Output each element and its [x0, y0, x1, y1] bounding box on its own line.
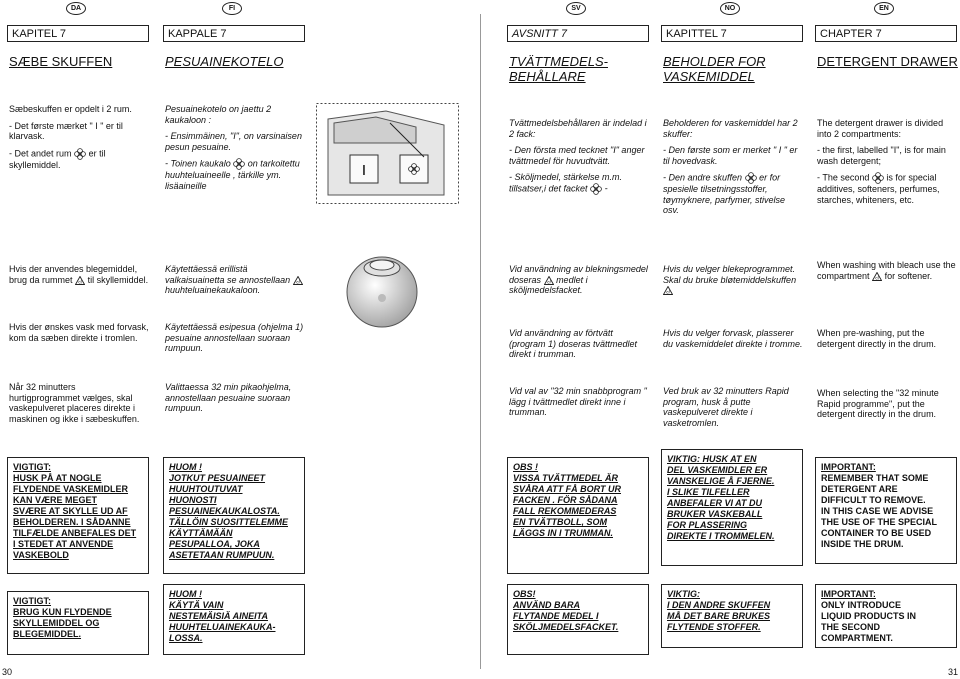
box-line: HUOM !	[169, 589, 202, 599]
box-line: SVÅRA ATT FÅ BORT UR	[513, 484, 621, 494]
box-line: DETERGENT ARE	[821, 484, 898, 494]
lang-badge-en: EN	[874, 2, 894, 15]
box-line: KÄYTÄ VAIN	[169, 600, 224, 610]
bleach-b-fi: huuhteluainekaukaloon.	[165, 285, 261, 295]
box-line: MÅ DET BARE BRUKES	[667, 611, 771, 621]
box-line: PESUAINEKAUKALOSTA.	[169, 506, 280, 516]
box-line: PESUPALLOA, JOKA	[169, 539, 260, 549]
bleach-note-no	[663, 264, 803, 296]
rapid-note-no: Ved bruk av 32 minutters Rapid program, husk å putte vaskepulveret direkte i vasketromlen.	[663, 386, 789, 428]
box-line: I SLIKE TILFELLER	[667, 487, 750, 497]
chapter-heading-da: KAPITEL 7	[7, 25, 149, 42]
box-line: IN THIS CASE WE ADVISE	[821, 506, 934, 516]
section-title-fi: PESUAINEKOTELO	[165, 54, 284, 69]
box-line: FLYDENDE VASKEMIDLER	[13, 484, 129, 494]
box-line: NESTEMÄISIÄ AINEITA	[169, 611, 269, 621]
box-line: DIFFICULT TO REMOVE.	[821, 495, 926, 505]
flower-icon	[590, 183, 602, 195]
item2a-da: - Det andet rum	[9, 147, 72, 158]
section-title-en: DETERGENT DRAWER	[817, 54, 958, 69]
drawer-illustration	[316, 103, 459, 204]
box-line: ANVÄND BARA	[513, 600, 580, 610]
box-line: HUUHTOUTUVAT	[169, 484, 243, 494]
page-divider	[480, 14, 481, 669]
box-line: IMPORTANT:	[821, 462, 876, 472]
chapter-heading-en: CHAPTER 7	[815, 25, 957, 42]
item2b-no: er for spesielle tilsetningsstoffer, tøymyknere, parfymer, stivelse osv.	[663, 172, 786, 215]
box-line: BEHOLDEREN. I SÅDANNE	[13, 517, 131, 527]
item1-en: - the first, labelled "I", is for main wash detergent;	[817, 145, 946, 166]
bleach-icon	[544, 276, 554, 285]
box-line: VIKTIG: HUSK AT EN	[667, 454, 757, 464]
warning-box-2-en	[815, 584, 957, 648]
bleach-a-en: When washing with bleach use the compartment	[817, 260, 956, 281]
warning-box-fi	[163, 457, 305, 574]
prewash-note-sv: Vid användning av förtvätt (program 1) doseras tvättmedlet direkt i trumman.	[509, 328, 638, 359]
item2-da	[9, 148, 149, 171]
page-number-left: 30	[2, 667, 13, 677]
box-line: VISSA TVÄTTMEDEL ÄR	[513, 473, 619, 483]
item2a-en: - The second	[817, 172, 870, 183]
box-line: VANSKELIGE Å FJERNE.	[667, 476, 775, 486]
bleach-note-fi	[165, 264, 305, 296]
warning-box-da	[7, 457, 149, 574]
item1-sv: - Den första med tecknet "I" anger tvättmedel för huvudtvätt.	[509, 145, 645, 166]
lang-badge-no: NO	[720, 2, 740, 15]
intro-text-da: Sæbeskuffen er opdelt i 2 rum.	[9, 104, 132, 114]
bleach-b-en: for softener.	[884, 270, 933, 281]
box-line: SVÆRE AT SKYLLE UD AF	[13, 506, 128, 516]
box-line: HUOM !	[169, 462, 202, 472]
box-line: OBS !	[513, 462, 539, 472]
box-line: TÄLLÖIN SUOSITTELEMME	[169, 517, 288, 527]
bleach-note-da	[9, 264, 149, 285]
box-line: BLEGEMIDDEL.	[13, 629, 82, 639]
box-line: KAN VÆRE MEGET	[13, 495, 98, 505]
warning-box-2-fi	[163, 584, 305, 655]
warning-box-2-no	[661, 584, 803, 648]
box-line: FALL REKOMMEDERAS	[513, 506, 617, 516]
box-line: EN TVÄTTBOLL, SOM	[513, 517, 607, 527]
bleach-a-sv: Vid användning av blekningsmedel doseras	[509, 264, 648, 285]
warning-box-sv	[507, 457, 649, 574]
box-line: DIREKTE I TROMMELEN.	[667, 531, 775, 541]
intro-text-no: Beholderen for vaskemiddel har 2 skuffer:	[663, 118, 798, 139]
warning-box-en	[815, 457, 957, 564]
item2b-sv: -	[604, 182, 608, 193]
box-line: I DEN ANDRE SKUFFEN	[667, 600, 771, 610]
item2-en	[817, 172, 957, 205]
chapter-heading-no: KAPITTEL 7	[661, 25, 803, 42]
item2a-fi: - Toinen kaukalo	[165, 158, 231, 169]
box-line: TILFÆLDE ANBEFALES DET	[13, 528, 137, 538]
chapter-heading-fi: KAPPALE 7	[163, 25, 305, 42]
item2-fi	[165, 158, 305, 191]
flower-icon	[233, 158, 245, 170]
box-line: VIKTIG:	[667, 589, 700, 599]
flower-icon	[745, 172, 757, 184]
box-line: FACKEN . FÖR SÅDANA	[513, 495, 618, 505]
box-line: FOR PLASSERING	[667, 520, 748, 530]
intro-text-fi: Pesuainekotelo on jaettu 2 kaukaloon :	[165, 104, 272, 125]
intro-sv	[509, 118, 649, 195]
item2b-en: is for special additives, softeners, perfumes, starches, whiteners, etc.	[817, 172, 940, 205]
box-line: I STEDET AT ANVENDE	[13, 539, 114, 549]
item2-no	[663, 172, 803, 216]
intro-text-sv: Tvättmedelsbehållaren är indelad i 2 fack:	[509, 118, 647, 139]
intro-en	[817, 118, 957, 205]
box-line: COMPARTMENT.	[821, 633, 893, 643]
prewash-note-no: Hvis du velger forvask, plasserer du vaskemiddelet direkte i tromme.	[663, 328, 803, 349]
box-line: LOSSA.	[169, 633, 203, 643]
box-line: OBS!	[513, 589, 536, 599]
section-title-sv: TVÄTTMEDELS-BEHÅLLARE	[509, 54, 608, 84]
bleach-a-no: Hvis du velger blekeprogrammet. Skal du bruke bløtemiddelskuffen	[663, 264, 797, 285]
warning-box-no	[661, 449, 803, 566]
warning-box-2-da	[7, 591, 149, 655]
chapter-heading-sv: AVSNITT 7	[507, 25, 649, 42]
page-number-right: 31	[947, 667, 958, 677]
bleach-icon	[293, 276, 303, 285]
item1-fi: - Ensimmäinen, "I", on varsinaisen pesun pesuaine.	[165, 131, 302, 152]
item2b-fi: on tarkoitettu huuhteluaineelle , tärkille ym. lisäaineille	[165, 158, 300, 191]
section-title-da: SÆBE SKUFFEN	[9, 54, 113, 69]
box-line: HUONOSTI	[169, 495, 217, 505]
bleach-icon	[663, 286, 673, 295]
item2a-no: - Den andre skuffen	[663, 172, 743, 183]
box-line: FLYTANDE MEDEL I	[513, 611, 599, 621]
box-line: ANBEFALER VI AT DU	[667, 498, 763, 508]
bleach-note-en	[817, 260, 957, 281]
box-line: KÄYTTÄMÄÄN	[169, 528, 233, 538]
box-line: SKÖLJMEDELSFACKET.	[513, 622, 619, 632]
box-line: LIQUID PRODUCTS IN	[821, 611, 917, 621]
intro-fi	[165, 104, 305, 191]
box-line: HUUHTELUAINEKAUKA-	[169, 622, 276, 632]
warning-box-2-sv	[507, 584, 649, 655]
lang-badge-sv: SV	[566, 2, 586, 15]
box-line: LÄGGS IN I TRUMMAN.	[513, 528, 613, 538]
box-line: REMEMBER THAT SOME	[821, 473, 929, 483]
box-line: INSIDE THE DRUM.	[821, 539, 904, 549]
rapid-note-en: When selecting the "32 minute Rapid programme", put the detergent directly in the drum.	[817, 388, 939, 419]
box-line: BRUG KUN FLYDENDE	[13, 607, 112, 617]
item1-no: - Den første som er merket " I " er til hovedvask.	[663, 145, 798, 166]
lang-badge-da: DA	[66, 2, 86, 15]
box-line: BRUKER VASKEBALL	[667, 509, 763, 519]
prewash-note-da: Hvis der ønskes vask med forvask, kom da sæben direkte i tromlen.	[9, 322, 149, 343]
item1-da: - Det første mærket " I " er til klarvask.	[9, 120, 123, 141]
rapid-note-da: Når 32 minutters hurtigprogrammet vælges, skal vaskepulveret placeres direkte i maskinen og ikke i sæbeskuffen.	[9, 382, 140, 424]
box-line: ONLY INTRODUCE	[821, 600, 902, 610]
bleach-icon	[75, 276, 85, 285]
prewash-note-fi: Käytettäessä esipesua (ohjelma 1) pesuaine annostellaan suoraan rumpuun.	[165, 322, 304, 353]
lang-badge-fi: FI	[222, 2, 242, 15]
rapid-note-sv: Vid val av "32 min snabbprogram " lägg i tvättmedlet direkt inne i trumman.	[509, 386, 647, 417]
flower-icon	[872, 172, 884, 184]
box-line: VIGTIGT:	[13, 596, 51, 606]
box-line: THE SECOND	[821, 622, 881, 632]
box-line: VIGTIGT:	[13, 462, 51, 472]
prewash-note-en: When pre-washing, put the detergent directly in the drum.	[817, 328, 937, 349]
box-line: CONTAINER TO BE USED	[821, 528, 932, 538]
bleach-note-sv	[509, 264, 649, 296]
item2-sv	[509, 172, 649, 195]
section-title-no: BEHOLDER FOR VASKEMIDDEL	[663, 54, 766, 84]
item2a-sv: - Sköljmedel, stärkelse m.m. tillsatser,i det facket	[509, 172, 623, 193]
washball-illustration	[342, 248, 422, 330]
bleach-a-fi: Käytettäessä erillistä valkaisuainetta se annostellaan	[165, 264, 291, 285]
bleach-b-sv: medlet i sköljmedelsfacket.	[509, 274, 588, 295]
box-line: HUSK PÅ AT NOGLE	[13, 473, 102, 483]
bleach-a-da: Hvis der anvendes blegemiddel, brug da rummet	[9, 264, 138, 285]
compartment-label-i: I	[361, 162, 367, 179]
box-line: ASETETAAN RUMPUUN.	[169, 550, 275, 560]
box-line: JOTKUT PESUAINEET	[169, 473, 266, 483]
intro-text-en: The detergent drawer is divided into 2 compartments:	[817, 118, 944, 139]
intro-no	[663, 118, 803, 216]
intro-da	[9, 104, 149, 170]
bleach-b-da: til skyllemiddel.	[87, 274, 149, 285]
item2b-da: er til skyllemiddel.	[9, 147, 106, 170]
box-line: THE USE OF THE SPECIAL	[821, 517, 938, 527]
box-line: IMPORTANT:	[821, 589, 876, 599]
bleach-icon	[872, 272, 882, 281]
box-line: VASKEBOLD	[13, 550, 69, 560]
box-line: SKYLLEMIDDEL OG	[13, 618, 100, 628]
flower-icon	[74, 148, 86, 160]
box-line: DEL VASKEMIDLER ER	[667, 465, 768, 475]
rapid-note-fi: Valittaessa 32 min pikaohjelma, annostellaan pesuaine suoraan rumpuun.	[165, 382, 292, 413]
box-line: FLYTENDE STOFFER.	[667, 622, 761, 632]
